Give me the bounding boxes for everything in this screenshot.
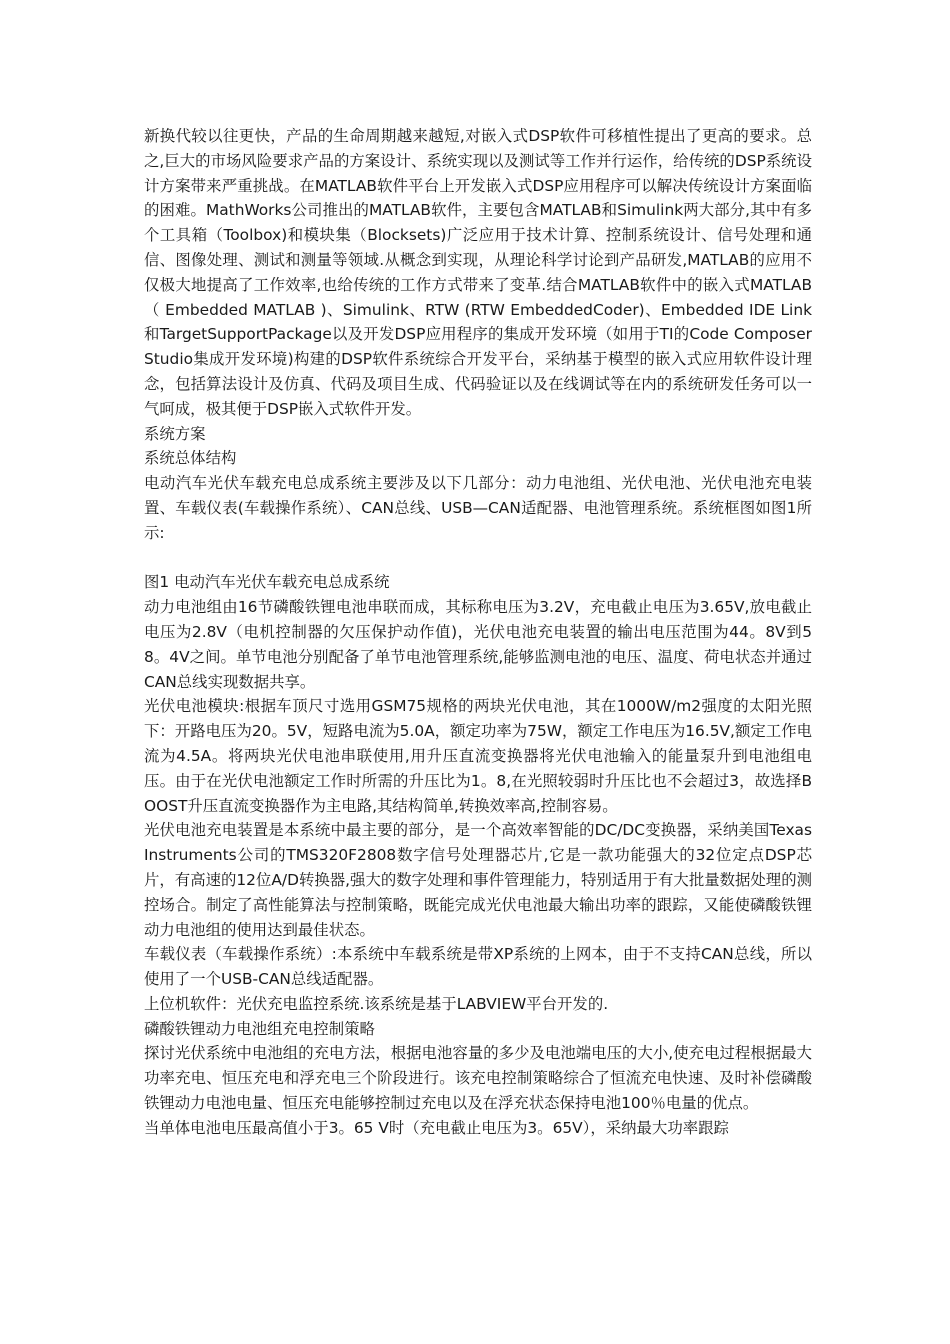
- body-paragraph-charging-device: 光伏电池充电装置是本系统中最主要的部分，是一个高效率智能的DC/DC变换器，采纳美国Texas Instruments公司的TMS320F2808数字信号处理器芯片,它是一款功能强大的32位定点DSP芯片，有高速的12位A/D转换器,强大的数字处理和事件管理能力，特别适用于有大批量数据处理的测控场合。制定了高性能算法与控制策略，既能完成光伏电池最大输出功率的跟踪，又能使磷酸铁锂动力电池组的使用达到最佳状态。: [144, 821, 812, 939]
- body-paragraph-system-components: 电动汽车光伏车载充电总成系统主要涉及以下几部分：动力电池组、光伏电池、光伏电池充电装置、车载仪表(车载操作系统）、CAN总线、USB—CAN适配器、电池管理系统。系统框图如图1所示:: [144, 474, 812, 542]
- body-paragraph-battery-pack: 动力电池组由16节磷酸铁锂电池串联而成，其标称电压为3.2V，充电截止电压为3.65V,放电截止电压为2.8V（电机控制器的欠压保护动作值)，光伏电池充电装置的输出电压范围为44。8V到58。4V之间。单节电池分别配备了单节电池管理系统,能够监测电池的电压、温度、荷电状态并通过CAN总线实现数据共享。: [144, 598, 812, 691]
- body-paragraph-vehicle-instrument: 车载仪表（车载操作系统）:本系统中车载系统是带XP系统的上网本，由于不支持CAN总线，所以使用了一个USB-CAN总线适配器。: [144, 945, 812, 989]
- subsection-heading-charging-strategy: 磷酸铁锂动力电池组充电控制策略: [144, 1019, 375, 1038]
- document-page: [144, 124, 812, 1141]
- body-paragraph-host-software: 上位机软件：光伏充电监控系统.该系统是基于LABVIEW平台开发的.: [144, 994, 609, 1013]
- body-paragraph-charging-method: 探讨光伏系统中电池组的充电方法，根据电池容量的多少及电池端电压的大小,使充电过程根据最大功率充电、恒压充电和浮充电三个阶段进行。该充电控制策略综合了恒流充电快速、及时补偿磷酸铁锂动力电池电量、恒压充电能够控制过充电以及在浮充状态保持电池100％电量的优点。: [144, 1044, 812, 1113]
- figure-caption: 图1 电动汽车光伏车载充电总成系统: [144, 573, 390, 592]
- subsection-heading-overall-structure: 系统总体结构: [144, 449, 237, 468]
- section-heading-system-scheme: 系统方案: [144, 424, 206, 443]
- body-paragraph-pv-module: 光伏电池模块:根据车顶尺寸选用GSM75规格的两块光伏电池，其在1000W/m2强度的太阳光照下：开路电压为20。5V，短路电流为5.0A，额定功率为75W，额定工作电压为16.5V,额定工作电流为4.5A。将两块光伏电池串联使用,用升压直流变换器将光伏电池输入的能量泵升到电池组电压。由于在光伏电池额定工作时所需的升压比为1。8,在光照较弱时升压比也不会超过3，故选择BOOST升压直流变换器作为主电路,其结构简单,转换效率高,控制容易。: [144, 697, 812, 815]
- figure-placeholder: [144, 546, 812, 571]
- body-paragraph-mppt-stage: 当单体电池电压最高值小于3。65 V时（充电截止电压为3。65V），采纳最大功率跟踪: [144, 1118, 729, 1137]
- body-paragraph-intro: 新换代较以往更快，产品的生命周期越来越短,对嵌入式DSP软件可移植性提出了更高的要求。总之,巨大的市场风险要求产品的方案设计、系统实现以及测试等工作并行运作，给传统的DSP系统设计方案带来严重挑战。在MATLAB软件平台上开发嵌入式DSP应用程序可以解决传统设计方案面临的困难。MathWorks公司推出的MATLAB软件，主要包含MATLAB和Simulink两大部分,其中有多个工具箱（Toolbox)和模块集（Blocksets)广泛应用于技术计算、控制系统设计、信号处理和通信、图像处理、测试和测量等领域.从概念到实现，从理论科学讨论到产品研发,MATLAB的应用不仅极大地提高了工作效率,也给传统的工作方式带来了变革.结合MATLAB软件中的嵌入式MATLAB （ Embedded MATLAB )、Simulink、RTW (RTW EmbeddedCoder)、Embedded IDE Link和TargetSupportPackage以及开发DSP应用程序的集成开发环境（如用于TI的Code Composer Studio集成开发环境)构建的DSP软件系统综合开发平台，采纳基于模型的嵌入式应用软件设计理念，包括算法设计及仿真、代码及项目生成、代码验证以及在线调试等在内的系统研发任务可以一气呵成，极其便于DSP嵌入式软件开发。: [144, 127, 812, 418]
